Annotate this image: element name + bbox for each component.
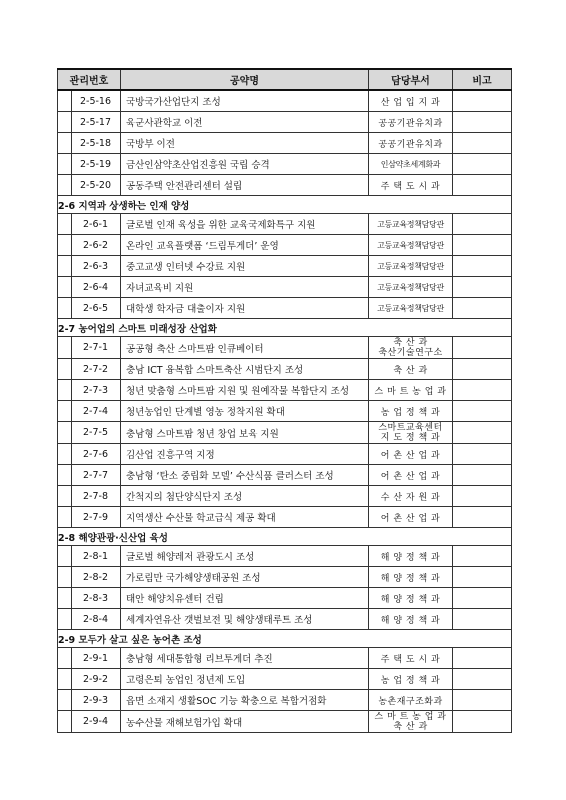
pledge-name: 지역생산 수산물 학교급식 제공 확대	[121, 507, 369, 528]
section-row	[58, 528, 512, 546]
dept-cell	[369, 422, 453, 444]
pledge-code: 2-8-2	[83, 571, 108, 583]
dept-cell: 고등교육정책담당관	[369, 277, 453, 298]
table-row	[58, 422, 512, 444]
table-row	[58, 175, 512, 196]
section-title: 2-8 해양관광·신산업 육성	[58, 528, 512, 546]
dept-cell: 고등교육정책담당관	[369, 298, 453, 319]
table-row	[58, 588, 512, 609]
dept-cell	[369, 337, 453, 359]
dept-line-2: 축산기술연구소	[378, 347, 443, 358]
dept-line-1: 스 마 트 농 업 과	[374, 711, 447, 722]
dept-cell	[369, 711, 453, 733]
indent-bar	[58, 154, 72, 174]
note-cell	[453, 337, 512, 359]
section-row	[58, 319, 512, 337]
note-cell	[453, 507, 512, 528]
pledge-code-cell	[58, 133, 121, 154]
indent-bar	[58, 214, 72, 234]
table-row	[58, 465, 512, 486]
pledge-code-cell	[58, 154, 121, 175]
note-cell	[453, 359, 512, 380]
pledge-code-cell	[58, 90, 121, 112]
note-cell	[453, 486, 512, 507]
dept-cell: 수 산 자 원 과	[369, 486, 453, 507]
dept-cell: 농촌재구조화과	[369, 690, 453, 711]
dept-line-2: 지 도 정 책 과	[380, 432, 441, 443]
pledge-code-cell	[58, 444, 121, 465]
indent-bar	[58, 359, 72, 379]
dept-cell: 해 양 정 책 과	[369, 567, 453, 588]
pledge-name: 충남형 스마트팜 청년 창업 보육 지원	[121, 422, 369, 444]
pledge-code: 2-9-3	[83, 694, 108, 706]
indent-bar	[58, 609, 72, 629]
dept-cell: 인삼약초세계화과	[369, 154, 453, 175]
pledge-code: 2-6-2	[83, 239, 108, 251]
indent-bar	[58, 133, 72, 153]
pledge-code-cell	[58, 648, 121, 669]
pledge-name: 간척지의 첨단양식단지 조성	[121, 486, 369, 507]
pledge-name: 태안 해양치유센터 건립	[121, 588, 369, 609]
note-cell	[453, 648, 512, 669]
pledge-name: 국방부 이전	[121, 133, 369, 154]
indent-bar	[58, 277, 72, 297]
pledge-code-cell	[58, 690, 121, 711]
pledge-code-cell	[58, 546, 121, 567]
dept-cell: 축 산 과	[369, 359, 453, 380]
pledge-name: 대학생 학자금 대출이자 지원	[121, 298, 369, 319]
note-cell	[453, 235, 512, 256]
table-row	[58, 214, 512, 235]
section-title: 2-6 지역과 상생하는 인재 양성	[58, 196, 512, 214]
header-code: 관리번호	[58, 69, 121, 90]
indent-bar	[58, 486, 72, 506]
pledge-code: 2-6-4	[83, 281, 108, 293]
note-cell	[453, 380, 512, 401]
pledge-code: 2-6-1	[83, 218, 108, 230]
dept-cell: 농 업 정 책 과	[369, 401, 453, 422]
note-cell	[453, 298, 512, 319]
pledge-code: 2-9-1	[83, 652, 108, 664]
table-header-row	[58, 69, 512, 90]
dept-cell: 산 업 입 지 과	[369, 90, 453, 112]
pledge-code: 2-5-16	[79, 95, 112, 107]
indent-bar	[58, 337, 72, 358]
dept-line-2: 축 산 과	[393, 721, 428, 732]
indent-bar	[58, 588, 72, 608]
pledge-name: 글로벌 인재 육성을 위한 교육국제화특구 지원	[121, 214, 369, 235]
indent-bar	[58, 546, 72, 566]
indent-bar	[58, 648, 72, 668]
indent-bar	[58, 690, 72, 710]
pledge-code-cell	[58, 380, 121, 401]
note-cell	[453, 711, 512, 733]
table-row	[58, 567, 512, 588]
pledge-code-cell	[58, 298, 121, 319]
indent-bar	[58, 401, 72, 421]
dept-cell: 어 촌 산 업 과	[369, 465, 453, 486]
table-row	[58, 690, 512, 711]
indent-bar	[58, 175, 72, 195]
pledge-code: 2-7-3	[83, 384, 108, 396]
note-cell	[453, 277, 512, 298]
dept-cell: 스 마 트 농 업 과	[369, 380, 453, 401]
pledge-code: 2-8-1	[83, 550, 108, 562]
note-cell	[453, 690, 512, 711]
note-cell	[453, 401, 512, 422]
note-cell	[453, 214, 512, 235]
indent-bar	[58, 380, 72, 400]
dept-cell: 어 촌 산 업 과	[369, 444, 453, 465]
table-row	[58, 337, 512, 359]
note-cell	[453, 588, 512, 609]
pledge-name: 글로벌 해양레저 관광도시 조성	[121, 546, 369, 567]
pledge-code-cell	[58, 465, 121, 486]
note-cell	[453, 90, 512, 112]
note-cell	[453, 444, 512, 465]
table-row	[58, 277, 512, 298]
table-row	[58, 609, 512, 630]
note-cell	[453, 567, 512, 588]
table-row	[58, 112, 512, 133]
dept-line-1: 스마트교육센터	[378, 422, 443, 433]
indent-bar	[58, 112, 72, 132]
indent-bar	[58, 507, 72, 527]
indent-bar	[58, 567, 72, 587]
table-row	[58, 546, 512, 567]
note-cell	[453, 546, 512, 567]
indent-bar	[58, 91, 72, 111]
note-cell	[453, 422, 512, 444]
table-row	[58, 507, 512, 528]
table-row	[58, 380, 512, 401]
note-cell	[453, 133, 512, 154]
header-name: 공약명	[121, 69, 369, 90]
pledge-name: 고령은퇴 농업인 정년제 도입	[121, 669, 369, 690]
pledge-name: 공공형 축산 스마트팜 인큐베이터	[121, 337, 369, 359]
dept-cell: 어 촌 산 업 과	[369, 507, 453, 528]
pledge-name: 세계자연유산 갯벌보전 및 해양생태루트 조성	[121, 609, 369, 630]
pledge-code-cell	[58, 567, 121, 588]
pledge-code: 2-6-3	[83, 260, 108, 272]
dept-cell: 해 양 정 책 과	[369, 609, 453, 630]
pledge-code: 2-6-5	[83, 302, 108, 314]
table-row	[58, 298, 512, 319]
dept-cell: 고등교육정책담당관	[369, 235, 453, 256]
dept-line-1: 축 산 과	[393, 337, 428, 348]
table-row	[58, 359, 512, 380]
pledge-code: 2-9-2	[83, 673, 108, 685]
table-row	[58, 711, 512, 733]
pledge-code-cell	[58, 337, 121, 359]
note-cell	[453, 609, 512, 630]
pledge-code: 2-7-7	[83, 469, 108, 481]
dept-cell: 주 택 도 시 과	[369, 648, 453, 669]
table-row	[58, 648, 512, 669]
dept-cell: 해 양 정 책 과	[369, 546, 453, 567]
pledge-code: 2-7-4	[83, 405, 108, 417]
dept-cell: 공공기관유치과	[369, 133, 453, 154]
pledge-code-cell	[58, 609, 121, 630]
table-row	[58, 235, 512, 256]
pledge-code-cell	[58, 112, 121, 133]
pledge-name: 충남형 세대통합형 리브투게더 추진	[121, 648, 369, 669]
pledge-name: 충남형 ‘탄소 중립화 모델’ 수산식품 클러스터 조성	[121, 465, 369, 486]
indent-bar	[58, 444, 72, 464]
pledge-name: 농수산물 재해보험가입 확대	[121, 711, 369, 733]
note-cell	[453, 154, 512, 175]
table-row	[58, 486, 512, 507]
note-cell	[453, 175, 512, 196]
pledge-code: 2-7-5	[83, 427, 108, 438]
pledge-name: 가로림만 국가해양생태공원 조성	[121, 567, 369, 588]
pledge-code-cell	[58, 214, 121, 235]
dept-cell: 주 택 도 시 과	[369, 175, 453, 196]
pledge-table	[57, 68, 512, 733]
pledge-code: 2-8-4	[83, 613, 108, 625]
pledge-code: 2-5-17	[79, 116, 112, 128]
indent-bar	[58, 256, 72, 276]
pledge-code-cell	[58, 711, 121, 733]
indent-bar	[58, 465, 72, 485]
pledge-code-cell	[58, 507, 121, 528]
pledge-code-cell	[58, 359, 121, 380]
pledge-code-cell	[58, 401, 121, 422]
note-cell	[453, 112, 512, 133]
table-row	[58, 256, 512, 277]
table-body	[58, 90, 512, 733]
section-title: 2-9 모두가 살고 싶은 농어촌 조성	[58, 630, 512, 648]
note-cell	[453, 669, 512, 690]
table-row	[58, 133, 512, 154]
pledge-code-cell	[58, 235, 121, 256]
section-row	[58, 630, 512, 648]
pledge-code: 2-5-18	[79, 137, 112, 149]
pledge-code-cell	[58, 588, 121, 609]
pledge-name: 청년 맞춤형 스마트팜 지원 및 원예작물 복합단지 조성	[121, 380, 369, 401]
pledge-code-cell	[58, 669, 121, 690]
pledge-name: 온라인 교육플랫폼 ‘드림투게더’ 운영	[121, 235, 369, 256]
indent-bar	[58, 298, 72, 318]
dept-cell: 농 업 정 책 과	[369, 669, 453, 690]
pledge-code: 2-9-4	[83, 716, 108, 727]
pledge-name: 읍면 소재지 생활SOC 기능 확충으로 복합거점화	[121, 690, 369, 711]
table-row	[58, 444, 512, 465]
pledge-code-cell	[58, 486, 121, 507]
pledge-name: 금산인삼약초산업진흥원 국립 승격	[121, 154, 369, 175]
indent-bar	[58, 669, 72, 689]
pledge-code-cell	[58, 256, 121, 277]
indent-bar	[58, 235, 72, 255]
pledge-code: 2-8-3	[83, 592, 108, 604]
pledge-code: 2-5-20	[79, 179, 112, 191]
dept-cell: 고등교육정책담당관	[369, 214, 453, 235]
table-row	[58, 90, 512, 112]
pledge-code: 2-5-19	[79, 158, 112, 170]
dept-cell: 고등교육정책담당관	[369, 256, 453, 277]
table-row	[58, 669, 512, 690]
pledge-code: 2-7-9	[83, 511, 108, 523]
pledge-name: 중고교생 인터넷 수강료 지원	[121, 256, 369, 277]
section-title: 2-7 농어업의 스마트 미래성장 산업화	[58, 319, 512, 337]
pledge-name: 국방국가산업단지 조성	[121, 90, 369, 112]
pledge-name: 자녀교육비 지원	[121, 277, 369, 298]
pledge-name: 충남 ICT 융복합 스마트축산 시범단지 조성	[121, 359, 369, 380]
pledge-name: 김산업 진흥구역 지정	[121, 444, 369, 465]
note-cell	[453, 256, 512, 277]
pledge-code: 2-7-1	[83, 342, 108, 353]
pledge-code-cell	[58, 422, 121, 444]
table-row	[58, 401, 512, 422]
indent-bar	[58, 711, 72, 732]
table-row	[58, 154, 512, 175]
indent-bar	[58, 422, 72, 443]
dept-cell: 해 양 정 책 과	[369, 588, 453, 609]
header-dept: 담당부서	[369, 69, 453, 90]
pledge-code-cell	[58, 175, 121, 196]
pledge-code: 2-7-2	[83, 363, 108, 375]
pledge-name: 육군사관학교 이전	[121, 112, 369, 133]
pledge-name: 공동주택 안전관리센터 설립	[121, 175, 369, 196]
pledge-code: 2-7-6	[83, 448, 108, 460]
dept-cell: 공공기관유치과	[369, 112, 453, 133]
section-row	[58, 196, 512, 214]
pledge-code-cell	[58, 277, 121, 298]
pledge-code: 2-7-8	[83, 490, 108, 502]
pledge-name: 청년농업인 단계별 영농 정착지원 확대	[121, 401, 369, 422]
header-note: 비고	[453, 69, 512, 90]
note-cell	[453, 465, 512, 486]
